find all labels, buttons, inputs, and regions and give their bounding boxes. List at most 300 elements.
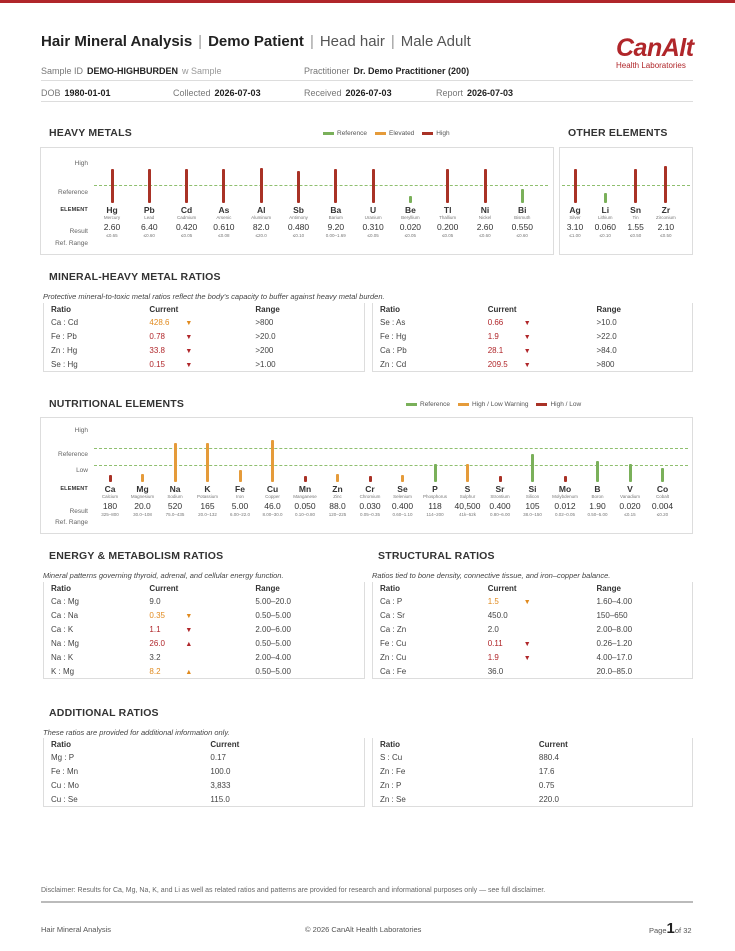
element-range: ≤0.65 bbox=[106, 233, 118, 238]
ratio-current: 28.1 ▼ bbox=[487, 346, 531, 355]
element-range: ≤0.08 bbox=[218, 233, 230, 238]
element-range: ≤0.60 bbox=[516, 233, 528, 238]
ratio-current: 8.2 ▲ bbox=[149, 667, 193, 676]
reference-line bbox=[562, 185, 690, 186]
element-symbol: Sb bbox=[293, 205, 304, 215]
element-symbol: S bbox=[464, 484, 471, 494]
ratio-name: Zn : P bbox=[380, 781, 402, 790]
sample-suffix: w Sample bbox=[182, 66, 222, 76]
ratio-range: 0.50–5.00 bbox=[255, 639, 291, 648]
ratio-current: 220.0 bbox=[538, 795, 559, 804]
element-symbol: Zr bbox=[661, 205, 671, 215]
bar-ni bbox=[484, 169, 487, 203]
table-header bbox=[44, 738, 365, 750]
report-date-value: 2026-07-03 bbox=[467, 88, 514, 98]
table-row bbox=[373, 315, 693, 329]
element-result: 0.012 bbox=[554, 501, 576, 511]
collected-field: Collected 2026-07-03 bbox=[173, 88, 261, 98]
bar-k bbox=[206, 443, 209, 482]
ratio-name: Na : K bbox=[51, 653, 74, 662]
element-range: 325–800 bbox=[101, 512, 119, 517]
sample-id-field: Sample ID DEMO-HIGHBURDEN bbox=[41, 66, 179, 76]
table-row bbox=[44, 357, 365, 372]
bar-ca bbox=[109, 475, 112, 482]
ratio-current: 1.9 ▼ bbox=[487, 332, 531, 341]
element-name: Lead bbox=[144, 215, 155, 220]
canalt-logo bbox=[616, 36, 700, 70]
element-range: 8.00–30.0 bbox=[262, 512, 283, 517]
table-row bbox=[373, 664, 693, 679]
sample-id-value: DEMO-HIGHBURDEN bbox=[87, 66, 179, 76]
ratio-name: Ca : Cd bbox=[51, 318, 79, 327]
arrow-down-icon: ▼ bbox=[185, 362, 193, 369]
ratio-current: 0.11 ▼ bbox=[487, 639, 531, 648]
element-result: 1.55 bbox=[627, 222, 644, 232]
element-range: ≤1.00 bbox=[569, 233, 581, 238]
element-symbol: As bbox=[218, 205, 230, 215]
ratio-range: 4.00–17.0 bbox=[596, 653, 633, 662]
table-header bbox=[373, 738, 693, 750]
legend-high: High bbox=[422, 130, 449, 137]
arrow-up-icon: ▲ bbox=[185, 641, 193, 648]
element-range: ≤0.05 bbox=[442, 233, 454, 238]
arrow-down-icon: ▼ bbox=[523, 362, 531, 369]
collected-value: 2026-07-03 bbox=[214, 88, 261, 98]
additional-table-right bbox=[372, 738, 693, 807]
arrow-down-icon: ▼ bbox=[185, 348, 193, 355]
element-symbol: Mn bbox=[298, 484, 312, 494]
ratio-range: 0.50–5.00 bbox=[255, 667, 291, 676]
element-result: 180 bbox=[102, 501, 118, 511]
element-hg bbox=[92, 205, 132, 238]
received-value: 2026-07-03 bbox=[345, 88, 392, 98]
ratio-range: 2.00–4.00 bbox=[255, 653, 291, 662]
element-range: 0.60–1.10 bbox=[392, 512, 413, 517]
element-name: Barium bbox=[328, 215, 343, 220]
element-symbol: Hg bbox=[106, 205, 118, 215]
element-range: ≤0.05 bbox=[180, 233, 193, 238]
patient-group: Male Adult bbox=[400, 33, 471, 50]
table-row bbox=[373, 608, 693, 622]
ratio-range: >22.0 bbox=[596, 332, 617, 341]
table-row bbox=[373, 650, 693, 664]
other-elements-panel bbox=[559, 147, 693, 255]
element-symbol: Ag bbox=[569, 205, 581, 215]
ratio-name: Na : Mg bbox=[51, 639, 80, 648]
arrow-down-icon: ▼ bbox=[185, 613, 193, 620]
element-result: 0.004 bbox=[651, 501, 674, 511]
ratio-name: Ca : Pb bbox=[380, 346, 407, 355]
arrow-down-icon: ▼ bbox=[523, 320, 531, 327]
row-label-element: ELEMENT bbox=[60, 207, 88, 213]
element-zr bbox=[646, 205, 686, 238]
element-range: ≤0.05 bbox=[404, 233, 416, 238]
column-header: Range bbox=[596, 305, 621, 314]
table-row bbox=[373, 778, 693, 792]
ratio-name: Ca : K bbox=[51, 625, 74, 634]
element-symbol: Ca bbox=[104, 484, 116, 494]
element-sb bbox=[279, 205, 319, 238]
element-symbol: Ba bbox=[330, 205, 342, 215]
row-label-result: Result bbox=[69, 228, 88, 235]
table-row bbox=[44, 608, 365, 622]
element-name: Tin bbox=[632, 215, 639, 220]
legend-reference: Reference bbox=[406, 401, 450, 408]
ratio-name: Zn : Hg bbox=[51, 346, 78, 355]
element-result: 0.200 bbox=[437, 222, 459, 232]
ratio-current: 33.8 ▼ bbox=[149, 346, 193, 355]
element-result: 0.050 bbox=[294, 501, 316, 511]
bar-p bbox=[434, 464, 437, 482]
element-range: ≤0.50 bbox=[660, 233, 672, 238]
element-symbol: Fe bbox=[235, 484, 245, 494]
table-row bbox=[373, 594, 693, 608]
ratio-name: Se : Hg bbox=[51, 360, 78, 369]
element-symbol: Cu bbox=[266, 484, 279, 494]
table-row bbox=[373, 792, 693, 807]
element-result: 3.10 bbox=[566, 222, 584, 232]
energy-note: Mineral patterns governing thyroid, adrenal, and cellular energy function. bbox=[43, 571, 284, 580]
bar-cd bbox=[185, 169, 188, 203]
element-result: 9.20 bbox=[327, 222, 345, 232]
element-name: Magnesium bbox=[130, 494, 155, 499]
bar-zn bbox=[336, 474, 339, 482]
bar-mo bbox=[564, 476, 567, 482]
arrow-down-icon: ▼ bbox=[523, 334, 531, 341]
bar-li bbox=[604, 193, 607, 203]
ratio-name: Cu : Mo bbox=[51, 781, 80, 790]
column-header: Range bbox=[596, 584, 621, 593]
element-result: 5.00 bbox=[231, 501, 249, 511]
mineral-heavy-table-right bbox=[372, 303, 693, 372]
sample-type: Head hair bbox=[319, 33, 385, 50]
element-name: Vanadium bbox=[620, 494, 640, 499]
element-name: Bismuth bbox=[514, 215, 531, 220]
bar-co bbox=[661, 468, 664, 482]
element-symbol: Mg bbox=[136, 484, 149, 494]
divider bbox=[41, 101, 693, 102]
element-result: 2.10 bbox=[657, 222, 675, 232]
element-range: ≤0.10 bbox=[599, 233, 611, 238]
element-range: 41k–52k bbox=[458, 512, 476, 517]
divider bbox=[41, 80, 693, 81]
element-name: Manganese bbox=[293, 494, 317, 499]
ratio-name: Ca : Zn bbox=[380, 625, 407, 634]
table-row bbox=[44, 664, 365, 679]
element-result: 0.480 bbox=[287, 222, 310, 232]
row-label-result: Result bbox=[69, 508, 88, 515]
table-header bbox=[373, 303, 693, 315]
ratio-range: >1.00 bbox=[255, 360, 276, 369]
element-result: 0.610 bbox=[213, 222, 235, 232]
ratio-name: Cu : Se bbox=[51, 795, 78, 804]
energy-table bbox=[43, 582, 365, 679]
element-name: Phosphorus bbox=[422, 494, 448, 499]
bar-sn bbox=[634, 169, 637, 203]
bar-s bbox=[466, 464, 469, 482]
element-as bbox=[204, 205, 244, 238]
bar-pb bbox=[148, 169, 151, 203]
column-header: Current bbox=[487, 584, 517, 593]
column-header: Ratio bbox=[51, 305, 71, 314]
element-result: 165 bbox=[200, 501, 215, 511]
table-row bbox=[44, 315, 365, 329]
element-range: ≤0.10 bbox=[292, 233, 305, 238]
bar-fe bbox=[239, 470, 242, 482]
element-symbol: Be bbox=[404, 205, 416, 215]
element-range: 0.02–0.05 bbox=[554, 512, 576, 517]
element-name: Potassium bbox=[196, 494, 218, 499]
ratio-current: 2.0 bbox=[487, 625, 499, 634]
element-result: 88.0 bbox=[329, 501, 346, 511]
footer-divider bbox=[41, 901, 693, 903]
energy-ratios-title: ENERGY & METABOLISM RATIOS bbox=[49, 550, 224, 562]
element-cd bbox=[167, 205, 207, 238]
row-label-high: High bbox=[74, 427, 88, 434]
other-elements-title: OTHER ELEMENTS bbox=[568, 127, 668, 139]
additional-note: These ratios are provided for additional information only. bbox=[43, 728, 230, 737]
element-symbol: Tl bbox=[443, 205, 452, 215]
bar-sb bbox=[297, 171, 300, 203]
element-name: Zinc bbox=[333, 494, 342, 499]
top-accent-line bbox=[0, 0, 735, 3]
element-range: 0.80–6.00 bbox=[489, 512, 511, 517]
element-range: ≤0.60 bbox=[479, 233, 491, 238]
ratio-current: 115.0 bbox=[210, 795, 230, 804]
element-name: Uranium bbox=[364, 215, 382, 220]
table-row bbox=[373, 636, 693, 650]
legend-warning: High / Low Warning bbox=[458, 401, 528, 408]
additional-ratios-title: ADDITIONAL RATIOS bbox=[49, 707, 159, 719]
element-range: 0.50–5.00 bbox=[587, 512, 608, 517]
bar-as bbox=[222, 169, 225, 203]
arrow-down-icon: ▼ bbox=[523, 641, 531, 648]
ratio-name: K : Mg bbox=[51, 667, 75, 676]
ratio-current: 9.0 bbox=[149, 597, 161, 606]
element-symbol: Ni bbox=[480, 205, 490, 215]
element-symbol: K bbox=[204, 484, 211, 494]
ratio-name: Ca : Fe bbox=[380, 667, 407, 676]
legend-high-low: High / Low bbox=[536, 401, 581, 408]
table-header bbox=[44, 582, 365, 594]
arrow-down-icon: ▼ bbox=[523, 655, 531, 662]
row-label-high: High bbox=[74, 160, 88, 167]
arrow-down-icon: ▼ bbox=[523, 348, 531, 355]
ratio-range: 1.60–4.00 bbox=[596, 597, 633, 606]
table-row bbox=[373, 750, 693, 764]
row-label-reference: Reference bbox=[58, 189, 88, 196]
ratio-range: >10.0 bbox=[596, 318, 617, 327]
table-row bbox=[373, 343, 693, 357]
element-range: 114–200 bbox=[426, 512, 444, 517]
ratio-current: 209.5 ▼ bbox=[487, 360, 531, 369]
nutritional-legend bbox=[406, 401, 581, 408]
element-symbol: Pb bbox=[143, 205, 155, 215]
practitioner-value: Dr. Demo Practitioner (200) bbox=[353, 66, 470, 76]
logo-sub: Health Laboratories bbox=[616, 61, 686, 70]
element-range: ≤0.15 bbox=[624, 512, 636, 517]
ratio-range: 20.0–85.0 bbox=[596, 667, 633, 676]
footer-copyright: © 2026 CanAlt Health Laboratories bbox=[305, 925, 422, 934]
table-row bbox=[373, 764, 693, 778]
element-range: ≤20.0 bbox=[255, 233, 267, 238]
element-name: Silver bbox=[569, 215, 581, 220]
column-header: Current bbox=[149, 305, 179, 314]
ratio-range: >800 bbox=[255, 318, 274, 327]
page-indicator: Page1of 32 bbox=[649, 920, 692, 937]
table-header bbox=[44, 303, 365, 315]
element-al bbox=[241, 205, 281, 238]
table-row bbox=[373, 329, 693, 343]
element-result: 1.90 bbox=[589, 501, 606, 511]
bar-cr bbox=[369, 476, 372, 482]
ratio-range: 5.00–20.0 bbox=[255, 597, 291, 606]
ratio-range: 150–650 bbox=[596, 611, 628, 620]
bar-mn bbox=[304, 476, 307, 482]
element-name: Strontium bbox=[490, 494, 510, 499]
bar-si bbox=[531, 454, 534, 482]
ratio-current: 0.66 ▼ bbox=[487, 318, 531, 327]
ratio-name: Fe : Cu bbox=[380, 639, 407, 648]
column-header: Ratio bbox=[51, 740, 71, 749]
element-result: 0.020 bbox=[399, 222, 422, 232]
row-label-range: Ref. Range bbox=[55, 519, 88, 526]
element-name: Iron bbox=[236, 494, 244, 499]
element-name: Molybdenum bbox=[552, 494, 578, 499]
bar-zr bbox=[664, 166, 667, 203]
legend-reference: Reference bbox=[323, 130, 367, 137]
table-row bbox=[44, 329, 365, 343]
column-header: Current bbox=[538, 740, 568, 749]
dob-field: DOB 1980-01-01 bbox=[41, 88, 111, 98]
element-symbol: Si bbox=[528, 484, 537, 494]
element-name: Boron bbox=[591, 494, 604, 499]
ratio-current: 880.4 bbox=[538, 753, 559, 762]
element-name: Sulphur bbox=[459, 494, 476, 499]
element-result: 20.0 bbox=[134, 501, 151, 511]
element-name: Selenium bbox=[393, 494, 412, 499]
element-name: Arsenic bbox=[216, 215, 232, 220]
table-row bbox=[44, 622, 365, 636]
nutritional-title: NUTRITIONAL ELEMENTS bbox=[49, 398, 185, 410]
table-row bbox=[44, 750, 365, 764]
element-name: Nickel bbox=[478, 215, 492, 220]
arrow-down-icon: ▼ bbox=[523, 599, 531, 606]
ratio-name: Se : As bbox=[380, 318, 406, 327]
table-header bbox=[373, 582, 693, 594]
table-row bbox=[44, 343, 365, 357]
element-result: 0.400 bbox=[489, 501, 511, 511]
high-threshold-line bbox=[94, 448, 688, 449]
ratio-range: 2.00–6.00 bbox=[255, 625, 291, 634]
element-result: 2.60 bbox=[476, 222, 494, 232]
element-result: 0.030 bbox=[359, 501, 381, 511]
element-result: 0.420 bbox=[175, 222, 198, 232]
element-range: 30.0–108 bbox=[133, 512, 152, 517]
ratio-name: Ca : Mg bbox=[51, 597, 80, 606]
element-range: 120–225 bbox=[328, 512, 347, 517]
element-result: 0.060 bbox=[594, 222, 616, 232]
ratio-current: 3.2 bbox=[149, 653, 161, 662]
element-name: Calcium bbox=[101, 494, 119, 499]
element-result: 6.40 bbox=[141, 222, 158, 232]
ratio-name: Fe : Hg bbox=[380, 332, 407, 341]
element-name: Copper bbox=[265, 494, 280, 499]
bar-tl bbox=[446, 169, 449, 203]
column-header: Ratio bbox=[51, 584, 71, 593]
element-name: Zirconium bbox=[656, 215, 676, 220]
ratio-current: 0.35 ▼ bbox=[149, 611, 193, 620]
ratio-name: Ca : Sr bbox=[380, 611, 405, 620]
element-range: ≤0.60 bbox=[143, 233, 155, 238]
patient-name: Demo Patient bbox=[208, 33, 304, 50]
table-row bbox=[373, 622, 693, 636]
element-range: 0.05–0.35 bbox=[359, 512, 381, 517]
table-row bbox=[44, 594, 365, 608]
element-symbol: V bbox=[627, 484, 633, 494]
element-ni bbox=[465, 205, 505, 238]
element-result: 520 bbox=[167, 501, 183, 511]
ratio-range: >200 bbox=[255, 346, 274, 355]
element-ba bbox=[316, 205, 356, 238]
ratio-current: 36.0 bbox=[487, 667, 504, 676]
ratio-name: Ca : Na bbox=[51, 611, 79, 620]
ratio-range: 2.00–8.00 bbox=[596, 625, 633, 634]
received-field: Received 2026-07-03 bbox=[304, 88, 392, 98]
element-symbol: Li bbox=[601, 205, 610, 215]
ratio-name: Zn : Fe bbox=[380, 767, 406, 776]
ratio-current: 1.5 ▼ bbox=[487, 597, 531, 606]
element-range: 75.0–435 bbox=[165, 512, 185, 517]
ratio-range: >20.0 bbox=[255, 332, 276, 341]
row-label-range: Ref. Range bbox=[55, 240, 88, 247]
element-symbol: Na bbox=[169, 484, 181, 494]
ratio-range: >84.0 bbox=[596, 346, 617, 355]
element-range: 6.00–22.0 bbox=[229, 512, 251, 517]
arrow-down-icon: ▼ bbox=[185, 334, 193, 341]
column-header: Range bbox=[255, 584, 280, 593]
column-header: Range bbox=[255, 305, 280, 314]
element-name: Cobalt bbox=[655, 494, 669, 499]
practitioner-field: Practitioner Dr. Demo Practitioner (200) bbox=[304, 66, 470, 76]
bar-v bbox=[629, 464, 632, 482]
element-co bbox=[643, 484, 683, 517]
column-header: Ratio bbox=[380, 584, 400, 593]
element-range: ≤0.05 bbox=[367, 233, 379, 238]
bar-u bbox=[372, 169, 375, 203]
ratio-current: 428.6 ▼ bbox=[149, 318, 193, 327]
logo-name: CanAlt bbox=[616, 34, 694, 62]
element-tl bbox=[428, 205, 468, 238]
report-date-field: Report 2026-07-03 bbox=[436, 88, 514, 98]
ratio-current: 0.78 ▼ bbox=[149, 332, 193, 341]
ratio-current: 450.0 bbox=[487, 611, 508, 620]
element-result: 82.0 bbox=[252, 222, 270, 232]
column-header: Current bbox=[149, 584, 179, 593]
element-name: Beryllium bbox=[401, 215, 420, 220]
element-range: 0.00–1.69 bbox=[325, 233, 346, 238]
dob-value: 1980-01-01 bbox=[64, 88, 111, 98]
element-name: Lithium bbox=[598, 215, 613, 220]
element-symbol: Co bbox=[656, 484, 669, 494]
bar-al bbox=[260, 168, 263, 203]
ratio-name: S : Cu bbox=[380, 753, 403, 762]
ratio-name: Zn : Se bbox=[380, 795, 406, 804]
element-result: 118 bbox=[428, 501, 442, 511]
element-bi bbox=[502, 205, 542, 238]
element-symbol: Sn bbox=[630, 205, 642, 215]
ratio-name: Zn : Cu bbox=[380, 653, 407, 662]
